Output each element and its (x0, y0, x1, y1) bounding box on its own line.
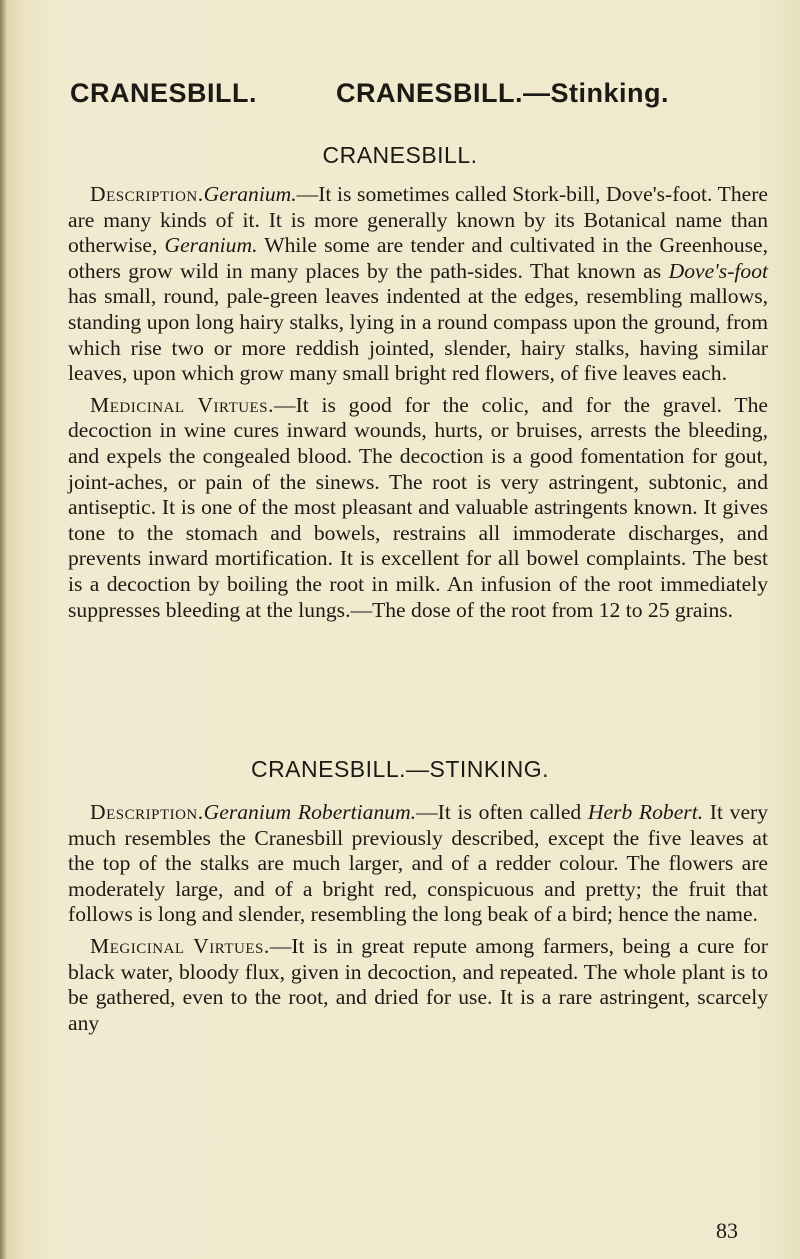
page-spine-shadow (0, 0, 6, 1259)
running-head-left: CRANESBILL. (70, 78, 257, 108)
description-text-2: It very much resembles the Cranesbill previously described, except the five leaves at the top of the stalks are much larger, and of a redder colour. The flowers are moderately large, and of a bright red, conspicuous and pretty; the fruit that follows is long and slender, resembling the long beak of a bird; hence the name. (68, 800, 769, 927)
latin-name-2: Geranium. (164, 233, 258, 258)
virtues-paragraph (68, 934, 768, 1036)
latin-name: Geranium. (203, 182, 297, 206)
running-head (70, 78, 760, 118)
section-title-cranesbill: CRANESBILL. (322, 142, 478, 168)
virtues-text: —It is in great repute among farmers, being a cure for black water, bloody flux, given in decoction, and repeated. The whole plant is to be gathered, even to the root, and dried for use. It is a rare astringent, scarcely any (68, 933, 768, 1035)
description-text-3: has small, round, pale-green leaves indented at the edges, resembling mallows, standing upon long hairy stalks, lying in a round compass upon the ground, from which rise two or more reddish jointed, slender, hairy stalks, having similar leaves, upon which grow many small bright red flowers, of five leaves each. (68, 284, 768, 386)
section-stinking-body (68, 800, 768, 1036)
virtues-text: —It is good for the colic, and for the gravel. The decoction in wine cures inward wounds, hurts, or bruises, arrests the bleeding, and expels the congealed blood. The decoction is a good fomentation for gout, joint-aches, or pain of the sinews. The root is very astringent, subtonic, and antiseptic. It is one of the most pleasant and valuable astringents known. It gives tone to the stomach and bowels, restrains all immoderate discharges, and prevents inward mortification. It is excellent for all bowel complaints. The best is a decoction by boiling the root in milk. An infusion of the root immediately suppresses bleeding at the lungs.—The dose of the root from 12 to 25 grains. (68, 392, 768, 622)
description-heading: Description. (90, 182, 204, 206)
virtues-paragraph (68, 393, 768, 623)
section-cranesbill-body (68, 182, 768, 623)
description-paragraph (68, 182, 768, 387)
virtues-heading: Megicinal Virtues. (90, 933, 270, 958)
common-name: Herb Robert. (587, 800, 704, 824)
description-paragraph (68, 800, 768, 928)
description-text-2: While some are tender and cultivated in the Greenhouse, others grow wild in many places by the path-sides. That known as (68, 233, 769, 283)
section-title-cranesbill-stinking: CRANESBILL.—STINKING. (250, 756, 550, 782)
latin-name: Geranium Robertianum. (203, 800, 417, 824)
common-name: Dove's-foot (668, 258, 768, 283)
running-head-right: CRANESBILL.—Stinking. (336, 78, 669, 108)
description-heading: Description. (90, 800, 204, 824)
virtues-heading: Medicinal Virtues. (90, 392, 274, 417)
description-text: —It is often called (416, 800, 588, 824)
page-number: 83 (716, 1218, 738, 1243)
description-text: —It is sometimes called Stork-bill, Dove's-foot. There are many kinds of it. It is more generally known by its Botanical name than otherwise, (68, 182, 768, 258)
